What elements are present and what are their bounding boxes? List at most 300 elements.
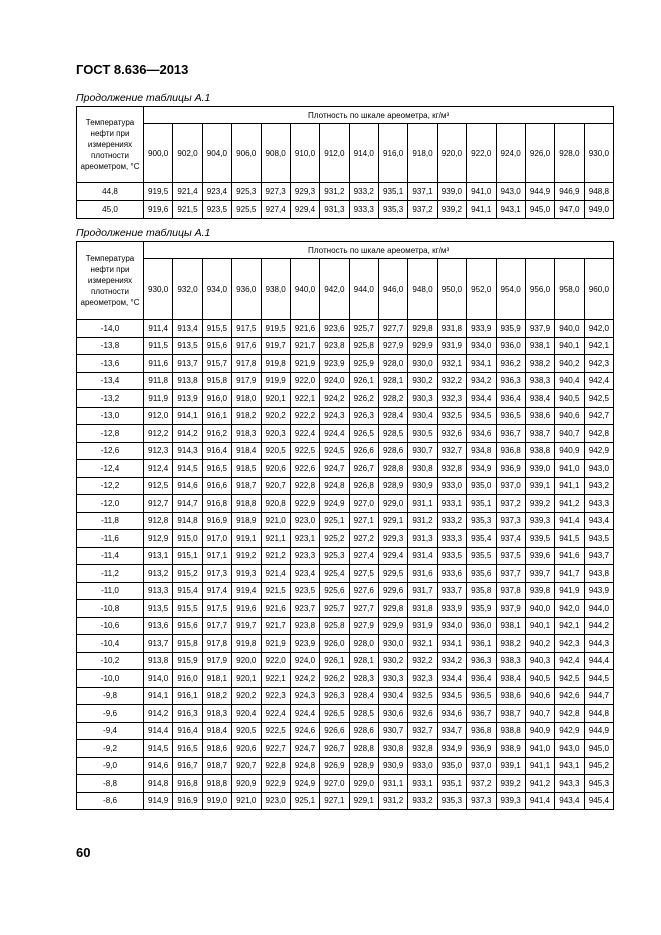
density-value-cell: 911,5 — [144, 337, 173, 355]
temperature-cell: -8,6 — [77, 792, 144, 810]
density-value-cell: 930,9 — [379, 757, 408, 775]
density-value-cell: 919,6 — [232, 600, 261, 618]
density-value-cell: 922,4 — [290, 425, 319, 443]
density-value-cell: 919,0 — [202, 792, 231, 810]
density-value-cell: 920,3 — [261, 425, 290, 443]
density-value-cell: 912,5 — [144, 477, 173, 495]
density-value-cell: 916,8 — [202, 495, 231, 513]
density-value-cell: 942,5 — [555, 670, 584, 688]
temperature-cell: -9,0 — [77, 757, 144, 775]
density-value-cell: 926,2 — [320, 670, 349, 688]
density-value-cell: 943,1 — [555, 757, 584, 775]
density-value-cell: 938,2 — [525, 355, 554, 373]
density-column-header: 920,0 — [437, 124, 466, 183]
density-value-cell: 927,1 — [320, 792, 349, 810]
density-value-cell: 919,3 — [232, 565, 261, 583]
density-value-cell: 933,2 — [437, 512, 466, 530]
density-value-cell: 935,4 — [467, 530, 496, 548]
density-value-cell: 925,6 — [320, 582, 349, 600]
density-value-cell: 935,0 — [467, 477, 496, 495]
density-value-cell: 928,8 — [349, 740, 378, 758]
density-value-cell: 935,3 — [467, 512, 496, 530]
density-value-cell: 942,9 — [584, 442, 614, 460]
density-value-cell: 915,6 — [202, 337, 231, 355]
density-value-cell: 928,1 — [379, 372, 408, 390]
density-value-cell: 918,3 — [232, 425, 261, 443]
table-row — [77, 355, 614, 373]
density-value-cell: 921,6 — [290, 320, 319, 338]
density-value-cell: 928,4 — [379, 407, 408, 425]
density-value-cell: 935,6 — [467, 565, 496, 583]
density-value-cell: 921,1 — [261, 530, 290, 548]
density-value-cell: 935,3 — [379, 201, 408, 219]
density-value-cell: 918,9 — [232, 512, 261, 530]
density-value-cell: 930,8 — [379, 740, 408, 758]
density-value-cell: 919,7 — [261, 337, 290, 355]
table-row — [77, 687, 614, 705]
density-value-cell: 927,2 — [349, 530, 378, 548]
table-row — [77, 425, 614, 443]
density-value-cell: 940,4 — [555, 372, 584, 390]
density-value-cell: 920,9 — [232, 775, 261, 793]
density-value-cell: 930,2 — [379, 652, 408, 670]
density-value-cell: 940,9 — [525, 722, 554, 740]
temperature-cell: -12,4 — [77, 460, 144, 478]
density-value-cell: 930,8 — [408, 460, 437, 478]
density-value-cell: 935,9 — [467, 600, 496, 618]
density-value-cell: 919,5 — [261, 320, 290, 338]
density-value-cell: 931,2 — [408, 512, 437, 530]
density-value-cell: 934,6 — [437, 705, 466, 723]
density-value-cell: 914,1 — [144, 687, 173, 705]
density-value-cell: 924,5 — [320, 442, 349, 460]
density-value-cell: 940,2 — [555, 355, 584, 373]
density-value-cell: 929,5 — [379, 565, 408, 583]
density-value-cell: 918,4 — [232, 442, 261, 460]
density-value-cell: 914,4 — [144, 722, 173, 740]
temperature-cell: -12,2 — [77, 477, 144, 495]
density-value-cell: 922,2 — [290, 407, 319, 425]
density-value-cell: 943,0 — [584, 460, 614, 478]
density-value-cell: 932,2 — [437, 372, 466, 390]
temperature-cell: -13,2 — [77, 390, 144, 408]
density-value-cell: 916,5 — [173, 740, 202, 758]
density-value-cell: 943,0 — [555, 740, 584, 758]
density-value-cell: 940,6 — [525, 687, 554, 705]
temperature-cell: -13,0 — [77, 407, 144, 425]
density-group-header: Плотность по шкале ареометра, кг/м³ — [144, 107, 614, 124]
density-value-cell: 929,8 — [408, 320, 437, 338]
density-value-cell: 914,2 — [144, 705, 173, 723]
density-value-cell: 942,0 — [584, 320, 614, 338]
density-column-header: 900,0 — [144, 124, 173, 183]
density-value-cell: 919,5 — [144, 183, 173, 201]
table-row — [77, 495, 614, 513]
density-value-cell: 940,0 — [555, 320, 584, 338]
table-row — [77, 722, 614, 740]
density-value-cell: 938,4 — [496, 670, 525, 688]
density-value-cell: 934,0 — [467, 337, 496, 355]
density-value-cell: 940,0 — [525, 600, 554, 618]
density-value-cell: 935,9 — [496, 320, 525, 338]
density-value-cell: 934,6 — [467, 425, 496, 443]
temperature-cell: -10,4 — [77, 635, 144, 653]
density-value-cell: 916,4 — [202, 442, 231, 460]
density-value-cell: 929,9 — [379, 617, 408, 635]
density-value-cell: 913,8 — [144, 652, 173, 670]
density-value-cell: 918,0 — [232, 390, 261, 408]
density-value-cell: 920,4 — [232, 705, 261, 723]
density-value-cell: 938,7 — [525, 425, 554, 443]
density-value-cell: 919,1 — [232, 530, 261, 548]
density-value-cell: 942,3 — [584, 355, 614, 373]
table-row — [77, 600, 614, 618]
density-value-cell: 920,6 — [232, 740, 261, 758]
temperature-cell: -12,8 — [77, 425, 144, 443]
density-value-cell: 926,6 — [349, 442, 378, 460]
density-value-cell: 926,1 — [349, 372, 378, 390]
table-row — [77, 442, 614, 460]
density-value-cell: 938,1 — [496, 617, 525, 635]
density-value-cell: 939,1 — [496, 757, 525, 775]
density-value-cell: 912,2 — [144, 425, 173, 443]
density-value-cell: 918,2 — [202, 687, 231, 705]
density-value-cell: 927,7 — [379, 320, 408, 338]
density-value-cell: 938,8 — [496, 722, 525, 740]
temperature-cell: -11,8 — [77, 512, 144, 530]
density-value-cell: 924,3 — [320, 407, 349, 425]
density-value-cell: 935,1 — [467, 495, 496, 513]
density-value-cell: 944,8 — [584, 705, 614, 723]
density-value-cell: 915,8 — [173, 635, 202, 653]
table1-body — [77, 183, 614, 219]
density-value-cell: 944,4 — [584, 652, 614, 670]
density-value-cell: 941,1 — [555, 477, 584, 495]
density-value-cell: 921,9 — [261, 635, 290, 653]
density-value-cell: 916,2 — [202, 425, 231, 443]
density-value-cell: 918,5 — [232, 460, 261, 478]
density-value-cell: 944,3 — [584, 635, 614, 653]
density-value-cell: 929,4 — [290, 201, 319, 219]
density-value-cell: 939,3 — [496, 792, 525, 810]
density-value-cell: 921,9 — [290, 355, 319, 373]
density-value-cell: 932,3 — [408, 670, 437, 688]
density-value-cell: 914,5 — [173, 460, 202, 478]
density-value-cell: 924,4 — [320, 425, 349, 443]
density-value-cell: 913,7 — [144, 635, 173, 653]
table-row — [77, 320, 614, 338]
density-value-cell: 938,8 — [525, 442, 554, 460]
density-value-cell: 914,1 — [173, 407, 202, 425]
density-value-cell: 917,9 — [202, 652, 231, 670]
density-column-header: 916,0 — [379, 124, 408, 183]
density-value-cell: 939,0 — [525, 460, 554, 478]
density-value-cell: 940,5 — [525, 670, 554, 688]
density-value-cell: 940,3 — [525, 652, 554, 670]
density-value-cell: 936,3 — [496, 372, 525, 390]
density-value-cell: 913,7 — [173, 355, 202, 373]
table-row — [77, 460, 614, 478]
density-value-cell: 940,9 — [555, 442, 584, 460]
density-value-cell: 942,8 — [584, 425, 614, 443]
density-value-cell: 930,0 — [379, 635, 408, 653]
density-value-cell: 921,0 — [261, 512, 290, 530]
density-value-cell: 927,9 — [379, 337, 408, 355]
density-value-cell: 922,0 — [290, 372, 319, 390]
density-value-cell: 914,9 — [144, 792, 173, 810]
density-value-cell: 937,2 — [408, 201, 437, 219]
density-value-cell: 942,0 — [555, 600, 584, 618]
density-value-cell: 936,4 — [496, 390, 525, 408]
density-value-cell: 912,4 — [144, 460, 173, 478]
density-value-cell: 926,8 — [349, 477, 378, 495]
density-value-cell: 937,0 — [496, 477, 525, 495]
density-value-cell: 916,7 — [173, 757, 202, 775]
density-value-cell: 915,2 — [173, 565, 202, 583]
density-value-cell: 916,0 — [202, 390, 231, 408]
density-value-cell: 916,4 — [173, 722, 202, 740]
density-value-cell: 923,0 — [261, 792, 290, 810]
density-column-header: 918,0 — [408, 124, 437, 183]
density-value-cell: 934,9 — [437, 740, 466, 758]
density-value-cell: 937,9 — [525, 320, 554, 338]
density-value-cell: 919,6 — [144, 201, 173, 219]
temperature-column-header: Температура нефти при измерениях плотности ареометром, °С — [77, 107, 144, 183]
density-value-cell: 919,7 — [232, 617, 261, 635]
density-value-cell: 921,5 — [261, 582, 290, 600]
table-row — [77, 617, 614, 635]
density-value-cell: 927,6 — [349, 582, 378, 600]
table-row — [77, 390, 614, 408]
density-value-cell: 929,3 — [290, 183, 319, 201]
density-value-cell: 930,7 — [379, 722, 408, 740]
density-value-cell: 928,9 — [379, 477, 408, 495]
density-value-cell: 925,8 — [349, 337, 378, 355]
density-value-cell: 936,5 — [467, 687, 496, 705]
density-value-cell: 938,4 — [525, 390, 554, 408]
density-value-cell: 924,7 — [290, 740, 319, 758]
table-row — [77, 775, 614, 793]
density-value-cell: 943,4 — [555, 792, 584, 810]
density-value-cell: 916,9 — [202, 512, 231, 530]
density-value-cell: 943,4 — [584, 512, 614, 530]
density-value-cell: 914,6 — [144, 757, 173, 775]
density-value-cell: 931,8 — [408, 600, 437, 618]
density-value-cell: 922,4 — [261, 705, 290, 723]
density-value-cell: 933,2 — [349, 183, 378, 201]
density-value-cell: 927,3 — [261, 183, 290, 201]
table-row — [77, 372, 614, 390]
density-value-cell: 928,1 — [349, 652, 378, 670]
density-value-cell: 913,5 — [173, 337, 202, 355]
density-value-cell: 928,2 — [379, 390, 408, 408]
density-value-cell: 932,6 — [408, 705, 437, 723]
table-row — [77, 740, 614, 758]
density-value-cell: 924,3 — [290, 687, 319, 705]
density-value-cell: 926,1 — [320, 652, 349, 670]
density-value-cell: 937,1 — [408, 183, 437, 201]
density-value-cell: 929,0 — [349, 775, 378, 793]
density-value-cell: 943,7 — [584, 547, 614, 565]
density-column-header: 926,0 — [525, 124, 554, 183]
density-value-cell: 922,0 — [261, 652, 290, 670]
density-column-header: 936,0 — [232, 259, 261, 320]
density-value-cell: 924,2 — [290, 670, 319, 688]
density-value-cell: 934,1 — [467, 355, 496, 373]
density-value-cell: 913,2 — [144, 565, 173, 583]
density-value-cell: 917,3 — [202, 565, 231, 583]
table2-caption: Продолжение таблицы А.1 — [76, 227, 211, 239]
density-value-cell: 942,1 — [584, 337, 614, 355]
table-row — [77, 512, 614, 530]
density-value-cell: 917,8 — [202, 635, 231, 653]
density-value-cell: 941,2 — [555, 495, 584, 513]
density-column-header: 904,0 — [202, 124, 231, 183]
density-value-cell: 941,0 — [525, 740, 554, 758]
density-value-cell: 931,1 — [408, 495, 437, 513]
density-value-cell: 937,0 — [467, 757, 496, 775]
density-value-cell: 919,9 — [261, 372, 290, 390]
density-value-cell: 930,4 — [408, 407, 437, 425]
density-value-cell: 939,0 — [437, 183, 466, 201]
density-value-cell: 912,9 — [144, 530, 173, 548]
density-value-cell: 923,4 — [290, 565, 319, 583]
density-value-cell: 913,9 — [173, 390, 202, 408]
density-value-cell: 933,1 — [408, 775, 437, 793]
density-column-header: 950,0 — [437, 259, 466, 320]
density-value-cell: 941,5 — [555, 530, 584, 548]
temperature-cell: -10,6 — [77, 617, 144, 635]
density-column-header: 910,0 — [290, 124, 319, 183]
density-value-cell: 941,9 — [555, 582, 584, 600]
density-value-cell: 943,3 — [555, 775, 584, 793]
density-value-cell: 932,6 — [437, 425, 466, 443]
density-value-cell: 911,4 — [144, 320, 173, 338]
density-value-cell: 918,8 — [202, 775, 231, 793]
density-value-cell: 913,5 — [144, 600, 173, 618]
temperature-cell: -11,2 — [77, 565, 144, 583]
density-value-cell: 941,6 — [555, 547, 584, 565]
density-value-cell: 932,7 — [437, 442, 466, 460]
density-value-cell: 933,6 — [437, 565, 466, 583]
table-row — [77, 705, 614, 723]
density-value-cell: 938,1 — [525, 337, 554, 355]
density-value-cell: 933,0 — [437, 477, 466, 495]
density-value-cell: 927,4 — [261, 201, 290, 219]
density-value-cell: 948,8 — [584, 183, 614, 201]
density-value-cell: 927,0 — [349, 495, 378, 513]
density-value-cell: 931,8 — [437, 320, 466, 338]
density-group-header: Плотность по шкале ареометра, кг/м³ — [144, 242, 614, 259]
density-value-cell: 936,9 — [467, 740, 496, 758]
density-value-cell: 917,7 — [202, 617, 231, 635]
density-value-cell: 945,3 — [584, 775, 614, 793]
temperature-cell: -11,0 — [77, 582, 144, 600]
density-column-header: 946,0 — [379, 259, 408, 320]
density-value-cell: 934,4 — [437, 670, 466, 688]
density-value-cell: 924,0 — [290, 652, 319, 670]
temperature-cell: 44,8 — [77, 183, 144, 201]
density-value-cell: 924,9 — [290, 775, 319, 793]
table-row — [77, 670, 614, 688]
density-value-cell: 935,1 — [437, 775, 466, 793]
density-value-cell: 931,9 — [437, 337, 466, 355]
density-value-cell: 927,7 — [349, 600, 378, 618]
density-value-cell: 915,4 — [173, 582, 202, 600]
density-value-cell: 936,8 — [467, 722, 496, 740]
density-value-cell: 929,1 — [379, 512, 408, 530]
density-value-cell: 935,0 — [437, 757, 466, 775]
density-value-cell: 920,6 — [261, 460, 290, 478]
density-value-cell: 928,9 — [349, 757, 378, 775]
density-value-cell: 933,9 — [437, 600, 466, 618]
density-value-cell: 912,7 — [144, 495, 173, 513]
density-value-cell: 914,2 — [173, 425, 202, 443]
density-value-cell: 941,1 — [525, 757, 554, 775]
density-value-cell: 928,5 — [379, 425, 408, 443]
density-column-header: 934,0 — [202, 259, 231, 320]
density-value-cell: 931,4 — [408, 547, 437, 565]
density-value-cell: 946,9 — [555, 183, 584, 201]
density-value-cell: 924,7 — [320, 460, 349, 478]
density-value-cell: 930,3 — [379, 670, 408, 688]
density-value-cell: 923,9 — [320, 355, 349, 373]
density-value-cell: 938,2 — [496, 635, 525, 653]
density-column-header: 930,0 — [144, 259, 173, 320]
density-value-cell: 923,8 — [290, 617, 319, 635]
density-value-cell: 933,3 — [437, 530, 466, 548]
density-value-cell: 927,9 — [349, 617, 378, 635]
density-value-cell: 926,3 — [320, 687, 349, 705]
density-value-cell: 932,8 — [408, 740, 437, 758]
density-value-cell: 922,8 — [290, 477, 319, 495]
temperature-cell: -13,6 — [77, 355, 144, 373]
density-value-cell: 932,8 — [437, 460, 466, 478]
table-row — [77, 757, 614, 775]
density-value-cell: 922,9 — [261, 775, 290, 793]
density-value-cell: 918,2 — [232, 407, 261, 425]
density-value-cell: 925,1 — [290, 792, 319, 810]
density-value-cell: 914,5 — [144, 740, 173, 758]
density-value-cell: 924,8 — [320, 477, 349, 495]
density-column-header: 952,0 — [467, 259, 496, 320]
density-value-cell: 921,7 — [290, 337, 319, 355]
density-value-cell: 915,7 — [202, 355, 231, 373]
density-value-cell: 928,6 — [349, 722, 378, 740]
density-value-cell: 939,8 — [525, 582, 554, 600]
density-value-cell: 918,7 — [202, 757, 231, 775]
density-value-cell: 914,6 — [173, 477, 202, 495]
density-value-cell: 940,1 — [555, 337, 584, 355]
density-value-cell: 934,2 — [467, 372, 496, 390]
density-value-cell: 920,0 — [232, 652, 261, 670]
density-value-cell: 923,4 — [202, 183, 231, 201]
density-value-cell: 920,7 — [232, 757, 261, 775]
density-value-cell: 926,7 — [320, 740, 349, 758]
density-value-cell: 943,1 — [496, 201, 525, 219]
density-value-cell: 942,9 — [555, 722, 584, 740]
density-value-cell: 931,6 — [408, 565, 437, 583]
density-value-cell: 936,5 — [496, 407, 525, 425]
density-value-cell: 915,1 — [173, 547, 202, 565]
density-value-cell: 936,8 — [496, 442, 525, 460]
density-value-cell: 931,9 — [408, 617, 437, 635]
density-value-cell: 915,5 — [173, 600, 202, 618]
density-value-cell: 936,7 — [467, 705, 496, 723]
density-value-cell: 934,2 — [437, 652, 466, 670]
density-value-cell: 941,4 — [555, 512, 584, 530]
density-value-cell: 943,3 — [584, 495, 614, 513]
